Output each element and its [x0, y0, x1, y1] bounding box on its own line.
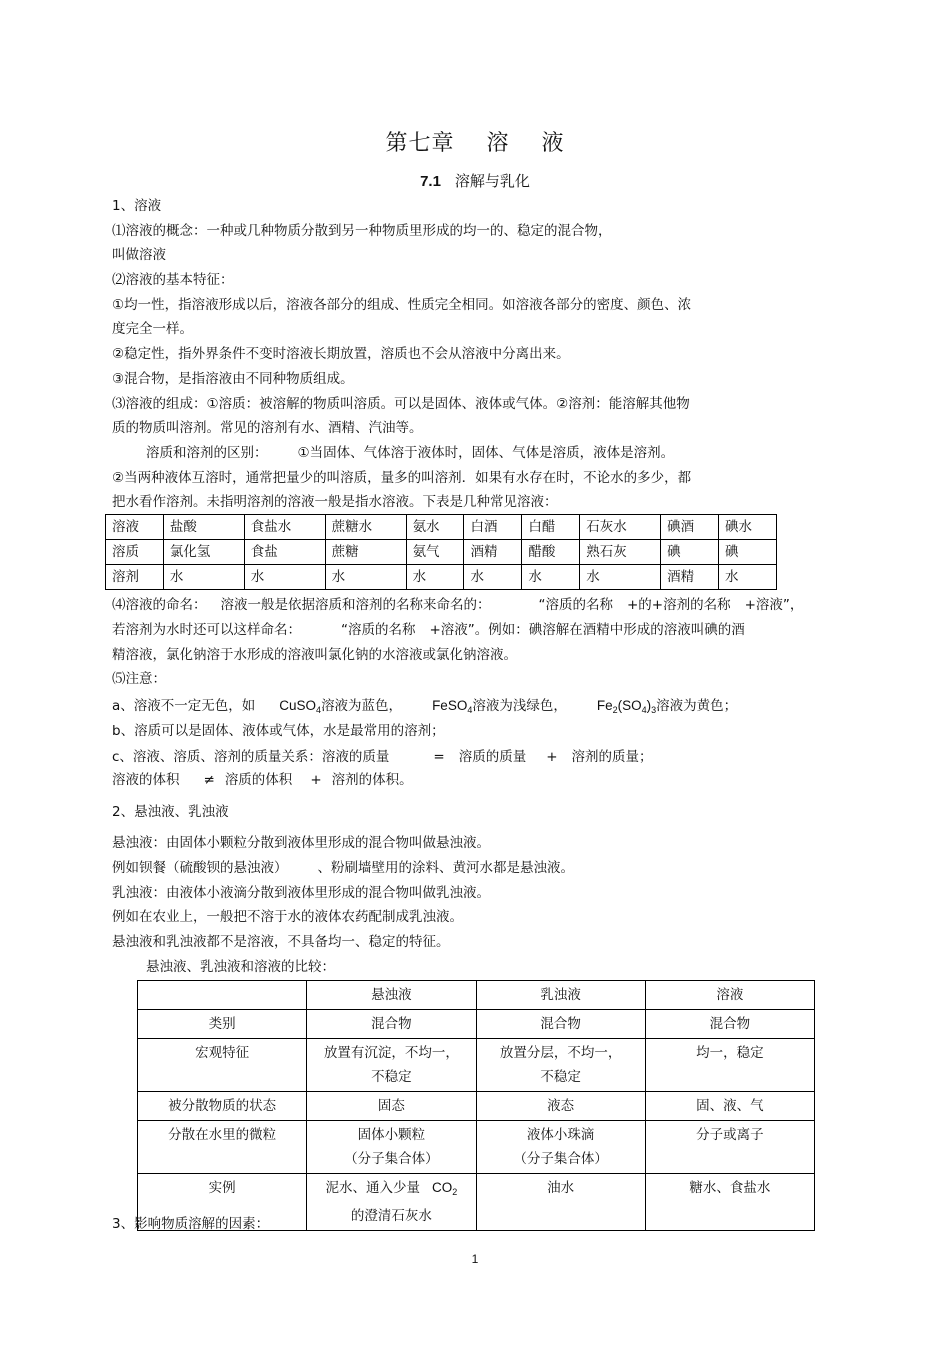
heading-factors: 3、影响物质溶解的因素：: [112, 1216, 270, 1232]
table-cell: 醋酸: [522, 540, 580, 565]
text-span: 若溶剂为水时还可以这样命名：: [112, 622, 301, 638]
table-cell: 酒精: [464, 540, 522, 565]
section-title-text: 溶解与乳化: [454, 172, 530, 190]
text-line: ⑶溶液的组成：①溶质：被溶解的物质叫溶质。可以是固体、液体或气体。②溶剂：能溶解其他物: [112, 396, 690, 412]
table-cell: 水: [580, 565, 661, 590]
table-cell: 放置有沉淀，不均一， 不稳定: [307, 1039, 476, 1092]
text-span: “溶质的名称: [538, 597, 613, 613]
text-line: 度完全一样。: [112, 321, 193, 337]
text-line: ②稳定性，指外界条件不变时溶液长期放置，溶质也不会从溶液中分离出来。: [112, 346, 570, 362]
formula-part: ): [646, 698, 652, 713]
table-cell: 固体小颗粒 （分子集合体）: [307, 1121, 476, 1174]
table-cell: 水: [719, 565, 777, 590]
table-cell: 碘: [719, 540, 777, 565]
text-span: +溶液”，: [744, 597, 804, 613]
table-cell: 水: [325, 565, 406, 590]
text-span: 例如钡餐（硫酸钡的悬浊液）: [112, 860, 288, 876]
text-span: 、粉刷墙壁用的涂料、黄河水都是悬浊液。: [317, 860, 574, 876]
table-cell: 放置分层，不均一， 不稳定: [476, 1039, 645, 1092]
table-row: [138, 1039, 815, 1092]
text-line: b、溶质可以是固体、液体或气体，水是最常用的溶剂；: [112, 723, 445, 739]
chapter-title: [0, 126, 950, 157]
text-line: ①均一性，指溶液形成以后，溶液各部分的组成、性质完全相同。如溶液各部分的密度、颜色、浓: [112, 297, 692, 313]
text-span: 溶液为浅绿色，: [472, 698, 567, 714]
text-span: 的澄清石灰水: [350, 1208, 432, 1224]
text-span: 溶液一般是依据溶质和溶剂的名称来命名的：: [220, 597, 491, 613]
text-span: 溶液的体积: [112, 772, 180, 788]
text-line: ⑵溶液的基本特征：: [112, 272, 234, 288]
text-span: 溶剂的体积。: [331, 772, 413, 788]
text-line: ⑴溶液的概念：一种或几种物质分散到另一种物质里形成的均一的、稳定的混合物，: [112, 223, 612, 239]
formula-feso4: FeSO: [432, 698, 468, 713]
text-span: 溶剂的质量；: [571, 749, 653, 765]
text-span: 溶质的体积: [224, 772, 293, 788]
text-span: +溶液”。例如：碘溶解在酒精中形成的溶液叫碘的酒: [429, 622, 745, 638]
table-row: [106, 565, 777, 590]
text-line: 悬浊液和乳浊液都不是溶液，不具备均一、稳定的特征。: [112, 934, 450, 950]
table-cell: 盐酸: [163, 515, 244, 540]
table-cell: 溶质: [106, 540, 164, 565]
table-row: [138, 1092, 815, 1121]
text-line: [146, 444, 674, 462]
plus-sign: +: [310, 772, 322, 788]
text-line: [112, 596, 803, 614]
table-header-cell: 悬浊液: [307, 981, 476, 1010]
formula-fe2so43: Fe: [596, 698, 613, 713]
table-cell: 宏观特征: [138, 1039, 307, 1092]
table-cell: 水: [244, 565, 325, 590]
table-cell: 油水: [476, 1174, 645, 1231]
text-line: 把水看作溶剂。未指明溶剂的溶液一般是指水溶液。下表是几种常见溶液：: [112, 494, 558, 510]
table-row: [106, 540, 777, 565]
table-cell: 糖水、食盐水: [645, 1174, 814, 1231]
text-span: 溶质和溶剂的区别：: [146, 445, 268, 461]
equals-sign: =: [433, 749, 445, 765]
table-cell: 类别: [138, 1010, 307, 1039]
chapter-title-part: 液: [541, 131, 565, 156]
table-cell: 碘水: [719, 515, 777, 540]
text-span: ⑷溶液的命名：: [112, 597, 207, 613]
table-cell: 酒精: [661, 565, 719, 590]
subscript: 3: [651, 705, 657, 715]
table-cell: 水: [464, 565, 522, 590]
table-cell: 液态: [476, 1092, 645, 1121]
table-cell: 白醋: [522, 515, 580, 540]
table-row: [106, 515, 777, 540]
table-cell: 食盐水: [244, 515, 325, 540]
table-cell: 蔗糖水: [325, 515, 406, 540]
table-header-row: [138, 981, 815, 1010]
table-cell: 分散在水里的微粒: [138, 1121, 307, 1174]
table-cell: 水: [406, 565, 464, 590]
common-solutions-table: [105, 514, 777, 590]
comparison-table: [137, 980, 815, 1231]
text-line: 精溶液，氯化钠溶于水形成的溶液叫氯化钠的水溶液或氯化钠溶液。: [112, 647, 517, 663]
text-line: 悬浊液：由固体小颗粒分散到液体里形成的混合物叫做悬浊液。: [112, 835, 490, 851]
formula-co2: CO: [431, 1180, 453, 1195]
chapter-title-part: 溶: [486, 131, 510, 156]
text-line: ⑸注意：: [112, 671, 166, 687]
subscript: 4: [641, 705, 647, 715]
table-cell: 水: [163, 565, 244, 590]
text-line: ③混合物，是指溶液由不同种物质组成。: [112, 371, 354, 387]
table-cell: 氯化氢: [163, 540, 244, 565]
table-cell: 混合物: [645, 1010, 814, 1039]
text-line: 例如在农业上，一般把不溶于水的液体农药配制成乳浊液。: [112, 909, 463, 925]
table-cell: 液体小珠滴 （分子集合体）: [476, 1121, 645, 1174]
section-title: [0, 170, 950, 191]
table-cell: 氨气: [406, 540, 464, 565]
subscript: 4: [467, 705, 473, 715]
table-cell: 均一，稳定: [645, 1039, 814, 1092]
text-span: 溶液为蓝色，: [321, 698, 403, 714]
table-cell: 蔗糖: [325, 540, 406, 565]
table-header-cell: 乳浊液: [476, 981, 645, 1010]
text-span: 溶液为黄色；: [656, 698, 738, 714]
formula-part: (SO: [617, 698, 642, 713]
text-span: ①当固体、气体溶于液体时，固体、气体是溶质，液体是溶剂。: [297, 445, 675, 461]
table-cell: 溶液: [106, 515, 164, 540]
not-equal-sign: ≠: [203, 772, 215, 788]
subscript: 2: [452, 1187, 458, 1197]
table-cell: 被分散物质的状态: [138, 1092, 307, 1121]
table-cell: 固、液、气: [645, 1092, 814, 1121]
table-cell: 氨水: [406, 515, 464, 540]
table-cell: 碘: [661, 540, 719, 565]
table-cell: 熟石灰: [580, 540, 661, 565]
text-span: 溶质的质量: [458, 749, 527, 765]
page-number: 1: [471, 1252, 479, 1266]
text-span: “溶质的名称: [341, 622, 416, 638]
text-line: [112, 859, 574, 877]
section-number: 7.1: [420, 173, 441, 190]
text-span: +的+溶剂的名称: [627, 597, 731, 613]
table-cell: 水: [522, 565, 580, 590]
subscript: 2: [612, 705, 618, 715]
table-cell: 碘酒: [661, 515, 719, 540]
heading-solution: 1、溶液: [112, 198, 162, 214]
text-line: ②当两种液体互溶时，通常把量少的叫溶质，量多的叫溶剂．如果有水存在时，不论水的多少，都: [112, 470, 692, 486]
text-line: [112, 771, 413, 789]
table-header-cell: [138, 981, 307, 1010]
plus-sign: +: [546, 749, 558, 765]
table-cell: 实例: [138, 1174, 307, 1231]
table-row: [138, 1010, 815, 1039]
heading-suspension: 2、悬浊液、乳浊液: [112, 804, 229, 820]
table-cell: 分子或离子: [645, 1121, 814, 1174]
table-cell: 食盐: [244, 540, 325, 565]
text-line: 质的物质叫溶剂。常见的溶剂有水、酒精、汽油等。: [112, 420, 423, 436]
text-span: a、溶液不一定无色，如: [112, 698, 256, 714]
subscript: 4: [316, 705, 322, 715]
table-cell: [307, 1174, 476, 1231]
table-cell: 混合物: [307, 1010, 476, 1039]
table-cell: 白酒: [464, 515, 522, 540]
text-line: 乳浊液：由液体小液滴分散到液体里形成的混合物叫做乳浊液。: [112, 885, 490, 901]
text-line: [112, 697, 737, 719]
table-cell: 石灰水: [580, 515, 661, 540]
table-header-cell: 溶液: [645, 981, 814, 1010]
table-cell: 溶剂: [106, 565, 164, 590]
formula-cuso4: CuSO: [279, 698, 317, 713]
table-row: [138, 1121, 815, 1174]
text-line: 悬浊液、乳浊液和溶液的比较：: [146, 959, 335, 975]
table-cell: 混合物: [476, 1010, 645, 1039]
chapter-title-part: 第七章: [385, 131, 455, 156]
text-line: [112, 748, 653, 766]
text-span: c、溶液、溶质、溶剂的质量关系：溶液的质量: [112, 749, 390, 765]
text-line: [112, 621, 745, 639]
text-line: 叫做溶液: [112, 247, 166, 263]
table-cell: 固态: [307, 1092, 476, 1121]
text-span: 泥水、通入少量: [325, 1180, 420, 1196]
